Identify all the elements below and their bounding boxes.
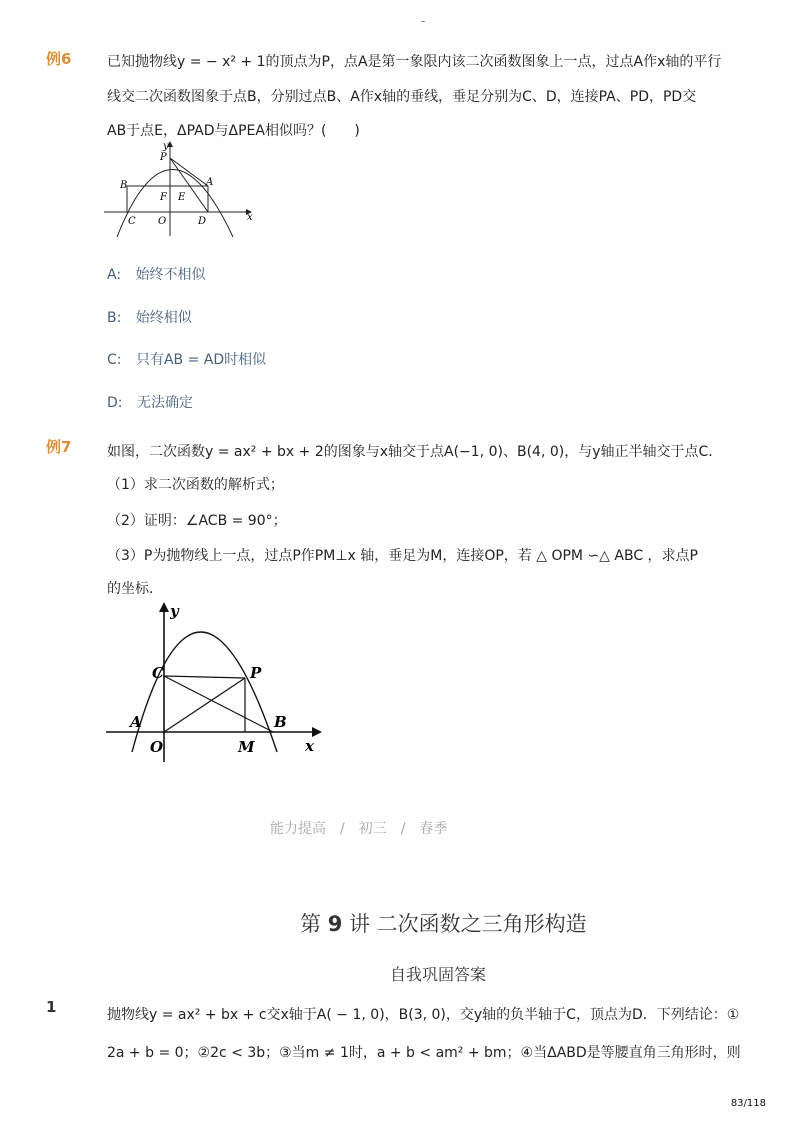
example-7-figure [100,596,330,766]
option-b-text: 始终相似 [135,310,192,326]
option-d-key: D: [107,395,123,411]
fig7-label-y: y [170,602,179,620]
example-6-line-2: 线交二次函数图象于点B，分别过点B、A作x轴的垂线，垂足分别为C、D，连接PA、PD，PD交 [107,89,697,105]
fig7-label-x: x [305,737,314,755]
fig6-label-y: y [163,141,169,152]
fig7-label-M: M [238,738,255,756]
option-a-key: A: [107,267,122,283]
option-b[interactable] [107,307,192,327]
problem-1-line-1: 抛物线y = ax² + bx + c交x轴于A( − 1, 0)，B(3, 0)，交y轴的负半轴于C，顶点为D．下列结论：① [107,1007,740,1023]
option-b-key: B: [107,310,122,326]
section-subtitle: 自我巩固答案 [390,965,487,984]
example-7-line-2: （1）求二次函数的解析式； [107,477,284,493]
example-7-label: 例7 [46,438,72,456]
option-c-key: C: [107,352,122,368]
option-a-text: 始终不相似 [135,267,206,283]
fig7-label-A: A [130,713,142,731]
example-6-line-1: 已知抛物线y = − x² + 1的顶点为P，点A是第一象限内该二次函数图象上一点，过点A作x轴的平行 [107,54,722,70]
example-7-line-5: 的坐标． [107,581,163,597]
example-6-line-3: AB于点E，ΔPAD与ΔPEA相似吗？( ) [107,123,360,139]
fig6-label-E: E [178,192,186,203]
fig6-label-C: C [128,216,136,227]
fig6-label-B: B [120,180,128,191]
fig7-label-B: B [274,713,287,731]
option-c-text: 只有AB = AD时相似 [135,352,267,368]
option-a[interactable] [107,264,206,284]
option-d[interactable] [107,392,193,412]
problem-1-line-2: 2a + b = 0；②2c < 3b；③当m ≠ 1时，a + b < am² + bm；④当ΔABD是等腰直角三角形时，则 [107,1045,741,1061]
fig6-label-O: O [158,216,167,227]
option-c[interactable] [107,349,266,369]
fig6-label-x: x [247,212,253,223]
fig6-label-D: D [198,216,207,227]
fig6-label-P: P [160,152,167,163]
fig7-label-P: P [250,664,262,682]
example-7-line-3: （2）证明：∠ACB = 90°； [107,513,287,529]
fig6-label-A: A [206,177,214,188]
lecture-prefix: 第 [300,912,328,936]
page-footer: 能力提高 / 初三 / 春季 [270,821,448,837]
fig6-label-F: F [160,192,167,203]
example-6-figure [100,140,260,240]
lecture-suffix: 讲 二次函数之三角形构造 [342,912,587,936]
lecture-number: 9 [327,912,343,936]
example-7-line-4: （3）P为抛物线上一点，过点P作PM⊥x 轴，垂足为M，连接OP，若 △ OPM ∽△ ABC ，求点P [107,548,698,564]
page-number: 83/118 [730,1098,766,1109]
lecture-title [300,908,587,938]
top-mark: - [421,14,426,28]
example-6-label: 例6 [46,50,72,68]
fig7-label-O: O [150,738,164,756]
fig7-label-C: C [152,664,164,682]
example-7-line-1: 如图，二次函数y = ax² + bx + 2的图象与x轴交于点A(−1, 0)、B(4, 0)，与y轴正半轴交于点C． [107,444,723,460]
option-d-text: 无法确定 [136,395,193,411]
problem-1-label: 1 [46,998,57,1016]
